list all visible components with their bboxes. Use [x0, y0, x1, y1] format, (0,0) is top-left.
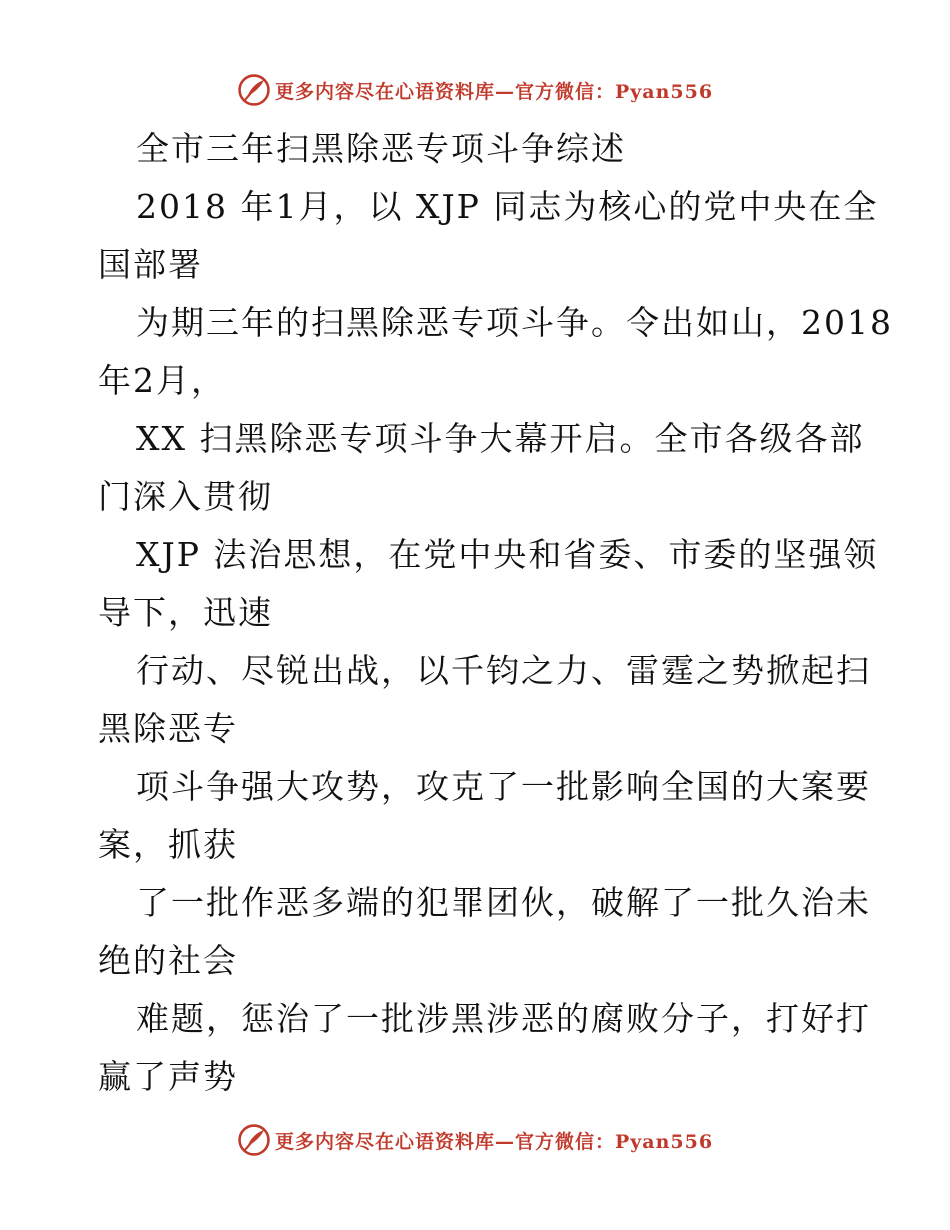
quill-logo-icon — [237, 73, 271, 107]
paragraph-line: 门深入贯彻 — [98, 477, 273, 516]
paragraph-line: 导下，迅速 — [98, 593, 273, 632]
paragraph-line: 为期三年的扫黑除恶专项斗争。令出如山，2018 — [136, 303, 893, 342]
header-banner-inner — [237, 73, 713, 107]
footer-banner-text: 更多内容尽在心语资料库—官方微信：Pyan556 — [274, 1130, 714, 1153]
paragraph-line: XX 扫黑除恶专项斗争大幕开启。全市各级各部 — [136, 419, 865, 458]
paragraph-line: 国部署 — [98, 245, 203, 284]
document-title: 全市三年扫黑除恶专项斗争综述 — [136, 129, 626, 168]
header-banner-text: 更多内容尽在心语资料库—官方微信：Pyan556 — [274, 80, 714, 103]
header-banner — [0, 70, 950, 110]
document-body — [98, 120, 893, 1106]
footer-banner — [0, 1120, 950, 1160]
paragraph-line: XJP 法治思想，在党中央和省委、市委的坚强领 — [136, 535, 879, 574]
paragraph-line: 赢了声势 — [98, 1057, 238, 1096]
paragraph-line: 了一批作恶多端的犯罪团伙，破解了一批久治未 — [136, 883, 871, 922]
paragraph-line: 项斗争强大攻势，攻克了一批影响全国的大案要 — [136, 767, 871, 806]
paragraph-line: 2018 年1月，以 XJP 同志为核心的党中央在全 — [136, 187, 879, 226]
paragraph-line: 绝的社会 — [98, 941, 238, 980]
quill-logo-icon — [237, 1123, 271, 1157]
paragraph-line: 黑除恶专 — [98, 709, 238, 748]
paragraph-line: 行动、尽锐出战，以千钧之力、雷霆之势掀起扫 — [136, 651, 871, 690]
paragraph-line: 难题，惩治了一批涉黑涉恶的腐败分子，打好打 — [136, 999, 871, 1038]
paragraph-line: 年2月， — [98, 361, 226, 400]
paragraph-line: 案，抓获 — [98, 825, 238, 864]
footer-banner-inner — [237, 1123, 713, 1157]
